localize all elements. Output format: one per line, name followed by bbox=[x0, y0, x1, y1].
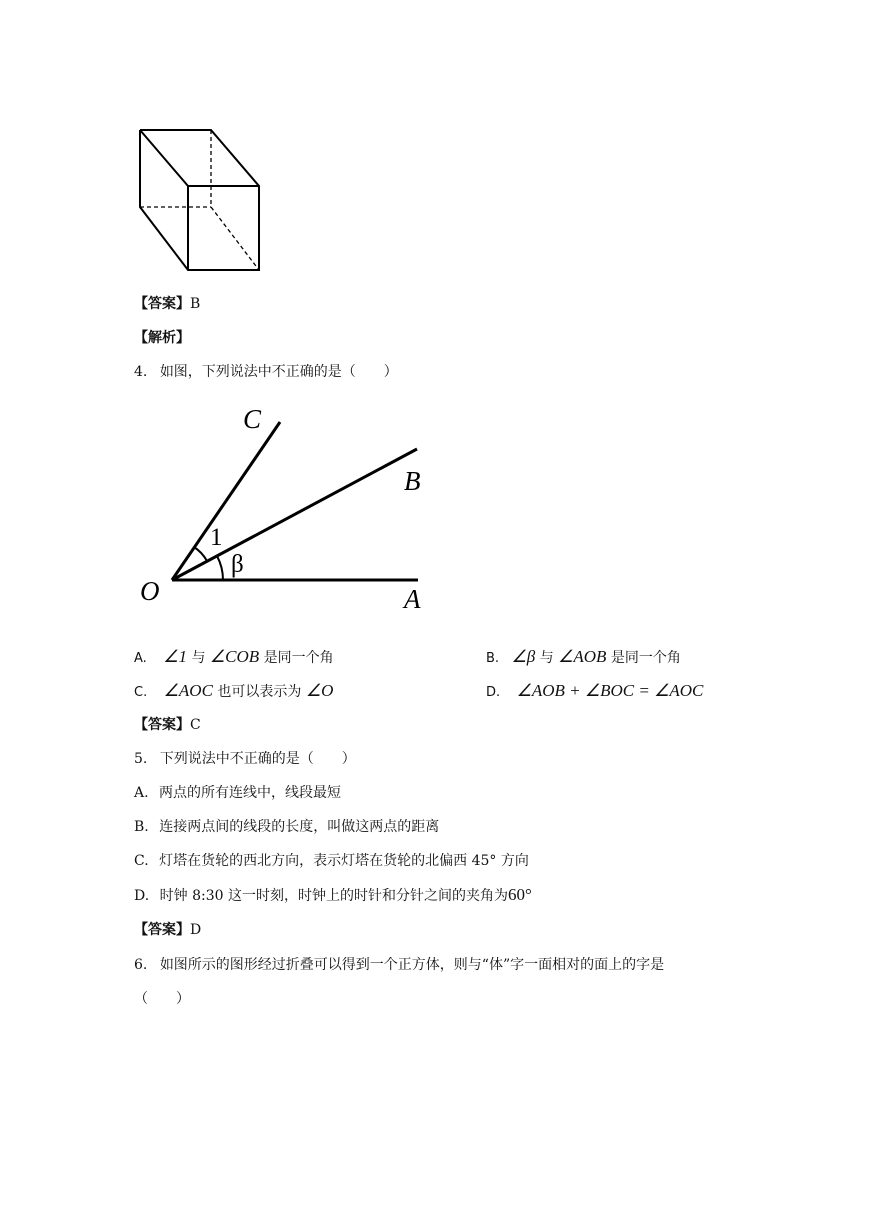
answer-tag: 【答案】 bbox=[134, 717, 190, 733]
analysis-tag: 【解析】 bbox=[134, 330, 190, 346]
ray-OB bbox=[172, 449, 417, 580]
question-stem: 如图所示的图形经过折叠可以得到一个正方体，则与“体”字一面相对的面上的字是 bbox=[159, 957, 665, 973]
answer-tag: 【答案】 bbox=[134, 922, 190, 938]
label-angle-1: 1 bbox=[210, 524, 223, 551]
label-B: B bbox=[404, 466, 421, 496]
ray-OC bbox=[172, 422, 280, 580]
option-letter: A. bbox=[134, 785, 149, 801]
option-text: 也可以表示为 bbox=[217, 684, 302, 700]
q4-answer bbox=[134, 715, 201, 735]
label-O: O bbox=[140, 576, 160, 606]
question-stem: 下列说法中不正确的是（ ） bbox=[159, 751, 356, 767]
option-math: ∠AOC bbox=[163, 681, 213, 700]
q5-option-a bbox=[134, 783, 341, 803]
option-letter: A. bbox=[134, 651, 147, 666]
q4-option-a bbox=[134, 647, 334, 669]
q4-option-b bbox=[486, 647, 681, 669]
q6-stem bbox=[134, 955, 664, 975]
option-letter: B. bbox=[134, 819, 149, 835]
label-A: A bbox=[404, 584, 421, 614]
option-math: ∠AOB + ∠BOC = ∠AOC bbox=[516, 681, 704, 700]
prism-front-top-edge bbox=[140, 130, 188, 186]
q4-option-c bbox=[134, 681, 333, 703]
angle-1-arc bbox=[194, 547, 207, 561]
option-letter: D. bbox=[486, 685, 501, 700]
option-text: 与 bbox=[191, 650, 206, 666]
angle-figure bbox=[130, 395, 440, 620]
q5-option-d bbox=[134, 885, 532, 906]
option-text: 是同一个角 bbox=[610, 650, 681, 666]
q6-stem-continued bbox=[134, 989, 190, 1009]
prism-figure bbox=[120, 120, 280, 280]
option-text: 时钟 8:30 这一时刻，时钟上的时针和分针之间的夹角为 bbox=[159, 888, 508, 904]
q4-option-d bbox=[486, 681, 703, 703]
label-angle-beta: β bbox=[231, 551, 244, 578]
answer-value: C bbox=[190, 717, 201, 733]
question-number: 5. bbox=[134, 751, 148, 767]
q4-stem bbox=[134, 362, 398, 382]
option-text: 连接两点间的线段的长度，叫做这两点的距离 bbox=[159, 819, 440, 835]
option-text: 灯塔在货轮的西北方向，表示灯塔在货轮的北偏西 45° 方向 bbox=[159, 853, 529, 869]
answer-value: D bbox=[190, 922, 202, 938]
answer-value: B bbox=[190, 296, 201, 312]
q5-option-c bbox=[134, 851, 529, 871]
option-letter: D. bbox=[134, 888, 150, 904]
option-math: ∠1 bbox=[163, 647, 187, 666]
option-text: 是同一个角 bbox=[263, 650, 334, 666]
question-number: 6. bbox=[134, 957, 148, 973]
q5-answer bbox=[134, 920, 201, 940]
q3-answer bbox=[134, 294, 200, 314]
q5-stem bbox=[134, 749, 356, 769]
option-text: 与 bbox=[539, 650, 554, 666]
option-math: 60° bbox=[507, 885, 532, 904]
answer-tag: 【答案】 bbox=[134, 296, 190, 312]
option-math: ∠COB bbox=[209, 647, 260, 666]
option-math: ∠β bbox=[511, 647, 536, 666]
question-stem-continued: （ ） bbox=[134, 991, 190, 1007]
q5-option-b bbox=[134, 817, 439, 837]
question-number: 4. bbox=[134, 364, 148, 380]
question-stem: 如图，下列说法中不正确的是（ ） bbox=[159, 364, 398, 380]
label-C: C bbox=[243, 404, 262, 434]
q3-analysis bbox=[134, 328, 190, 348]
angle-beta-arc bbox=[217, 556, 223, 580]
option-text: 两点的所有连线中，线段最短 bbox=[159, 785, 342, 801]
option-letter: C. bbox=[134, 853, 149, 869]
prism-hidden-edge bbox=[211, 207, 259, 270]
option-math: ∠AOB bbox=[558, 647, 607, 666]
option-math: ∠O bbox=[305, 681, 334, 700]
option-letter: B. bbox=[486, 651, 500, 666]
option-letter: C. bbox=[134, 685, 148, 700]
